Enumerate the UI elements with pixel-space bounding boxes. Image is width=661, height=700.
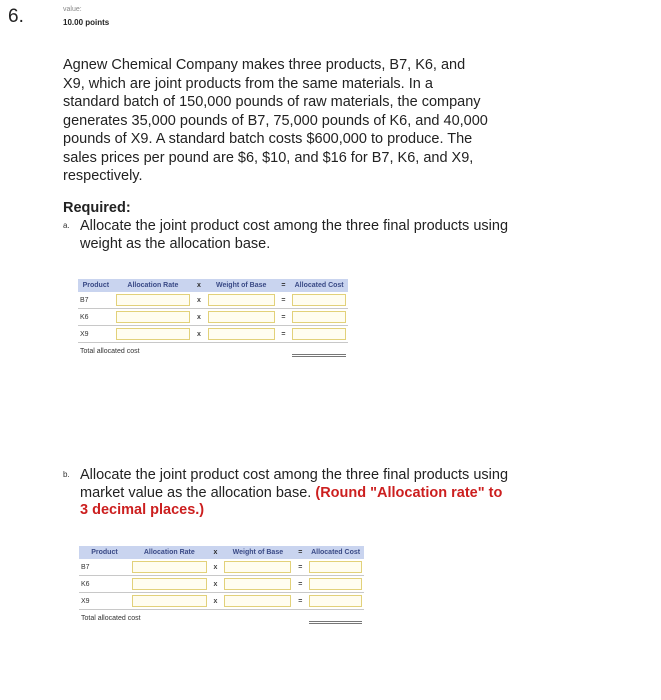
allocated-cost-input[interactable] bbox=[309, 578, 362, 590]
weight-of-base-input[interactable] bbox=[208, 328, 275, 340]
col-header-allocation-rate: Allocation Rate bbox=[130, 546, 209, 559]
col-header-equals: = bbox=[293, 546, 307, 559]
part-b-text: Allocate the joint product cost among the three final products using market value as the allocation base. bbox=[80, 467, 509, 501]
col-header-allocation-rate: Allocation Rate bbox=[114, 279, 192, 292]
allocated-cost-input[interactable] bbox=[292, 311, 346, 323]
col-header-allocated-cost: Allocated Cost bbox=[307, 546, 364, 559]
table-row bbox=[79, 576, 364, 593]
problem-statement: Agnew Chemical Company makes three products, B7, K6, and X9, which are joint products from the same materials. In a standard batch of 150,000 pounds of raw materials, the company generates 35,000 pounds of B7, 75,000 pounds of K6, and 40,000 pounds of X9. A standard batch costs $600,000 to produce. The sales prices per pound are $6, $10, and $16 for B7, K6, and X9, respectively. bbox=[63, 57, 488, 184]
col-header-allocated-cost: Allocated Cost bbox=[290, 279, 348, 292]
product-label: K6 bbox=[78, 309, 114, 326]
value-label: value: bbox=[63, 6, 82, 13]
question-number: 6. bbox=[8, 6, 24, 27]
allocation-table-weight bbox=[78, 279, 348, 359]
times-sign: x bbox=[192, 292, 206, 309]
table-row bbox=[78, 326, 348, 343]
part-a-text: Allocate the joint product cost among the three final products using weight as the allocation base. bbox=[80, 218, 509, 252]
part-b-marker: b. bbox=[63, 470, 70, 479]
allocation-rate-input[interactable] bbox=[116, 311, 190, 323]
col-header-product: Product bbox=[78, 279, 114, 292]
weight-of-base-input[interactable] bbox=[224, 561, 291, 573]
product-label: X9 bbox=[79, 593, 130, 610]
allocation-rate-input[interactable] bbox=[116, 328, 190, 340]
times-sign: x bbox=[209, 593, 223, 610]
table-row bbox=[79, 559, 364, 576]
col-header-times: x bbox=[209, 546, 223, 559]
allocated-cost-input[interactable] bbox=[292, 328, 346, 340]
times-sign: x bbox=[192, 326, 206, 343]
product-label: B7 bbox=[79, 559, 130, 576]
weight-of-base-input[interactable] bbox=[208, 311, 275, 323]
allocation-rate-input[interactable] bbox=[132, 561, 207, 573]
times-sign: x bbox=[209, 576, 223, 593]
part-b-instruction bbox=[63, 467, 510, 520]
product-label: B7 bbox=[78, 292, 114, 309]
required-heading: Required: bbox=[63, 200, 131, 216]
col-header-weight-of-base: Weight of Base bbox=[222, 546, 293, 559]
equals-sign: = bbox=[293, 576, 307, 593]
allocated-cost-input[interactable] bbox=[309, 595, 362, 607]
total-allocated-cost-value bbox=[309, 612, 362, 624]
part-a-instruction bbox=[63, 218, 510, 253]
times-sign: x bbox=[192, 309, 206, 326]
weight-of-base-input[interactable] bbox=[224, 595, 291, 607]
col-header-equals: = bbox=[277, 279, 291, 292]
points-label: 10.00 points bbox=[63, 18, 110, 27]
col-header-weight-of-base: Weight of Base bbox=[206, 279, 277, 292]
table-row bbox=[79, 593, 364, 610]
weight-of-base-input[interactable] bbox=[224, 578, 291, 590]
equals-sign: = bbox=[277, 326, 291, 343]
table-row bbox=[78, 292, 348, 309]
table-row bbox=[78, 309, 348, 326]
allocated-cost-input[interactable] bbox=[309, 561, 362, 573]
part-a-marker: a. bbox=[63, 221, 70, 230]
weight-of-base-input[interactable] bbox=[208, 294, 275, 306]
product-label: X9 bbox=[78, 326, 114, 343]
total-row bbox=[79, 610, 364, 627]
product-label: K6 bbox=[79, 576, 130, 593]
equals-sign: = bbox=[293, 593, 307, 610]
col-header-times: x bbox=[192, 279, 206, 292]
allocation-table-market-value bbox=[79, 546, 364, 626]
total-allocated-cost-value bbox=[292, 345, 346, 357]
allocation-rate-input[interactable] bbox=[132, 595, 207, 607]
equals-sign: = bbox=[293, 559, 307, 576]
col-header-product: Product bbox=[79, 546, 130, 559]
allocated-cost-input[interactable] bbox=[292, 294, 346, 306]
total-allocated-cost-label: Total allocated cost bbox=[81, 614, 141, 622]
equals-sign: = bbox=[277, 292, 291, 309]
allocation-rate-input[interactable] bbox=[132, 578, 207, 590]
allocation-rate-input[interactable] bbox=[116, 294, 190, 306]
rounding-instruction: (Round "Allocation rate" to 3 decimal places.) bbox=[80, 484, 503, 518]
total-allocated-cost-label: Total allocated cost bbox=[80, 347, 140, 355]
times-sign: x bbox=[209, 559, 223, 576]
equals-sign: = bbox=[277, 309, 291, 326]
total-row bbox=[78, 343, 348, 360]
